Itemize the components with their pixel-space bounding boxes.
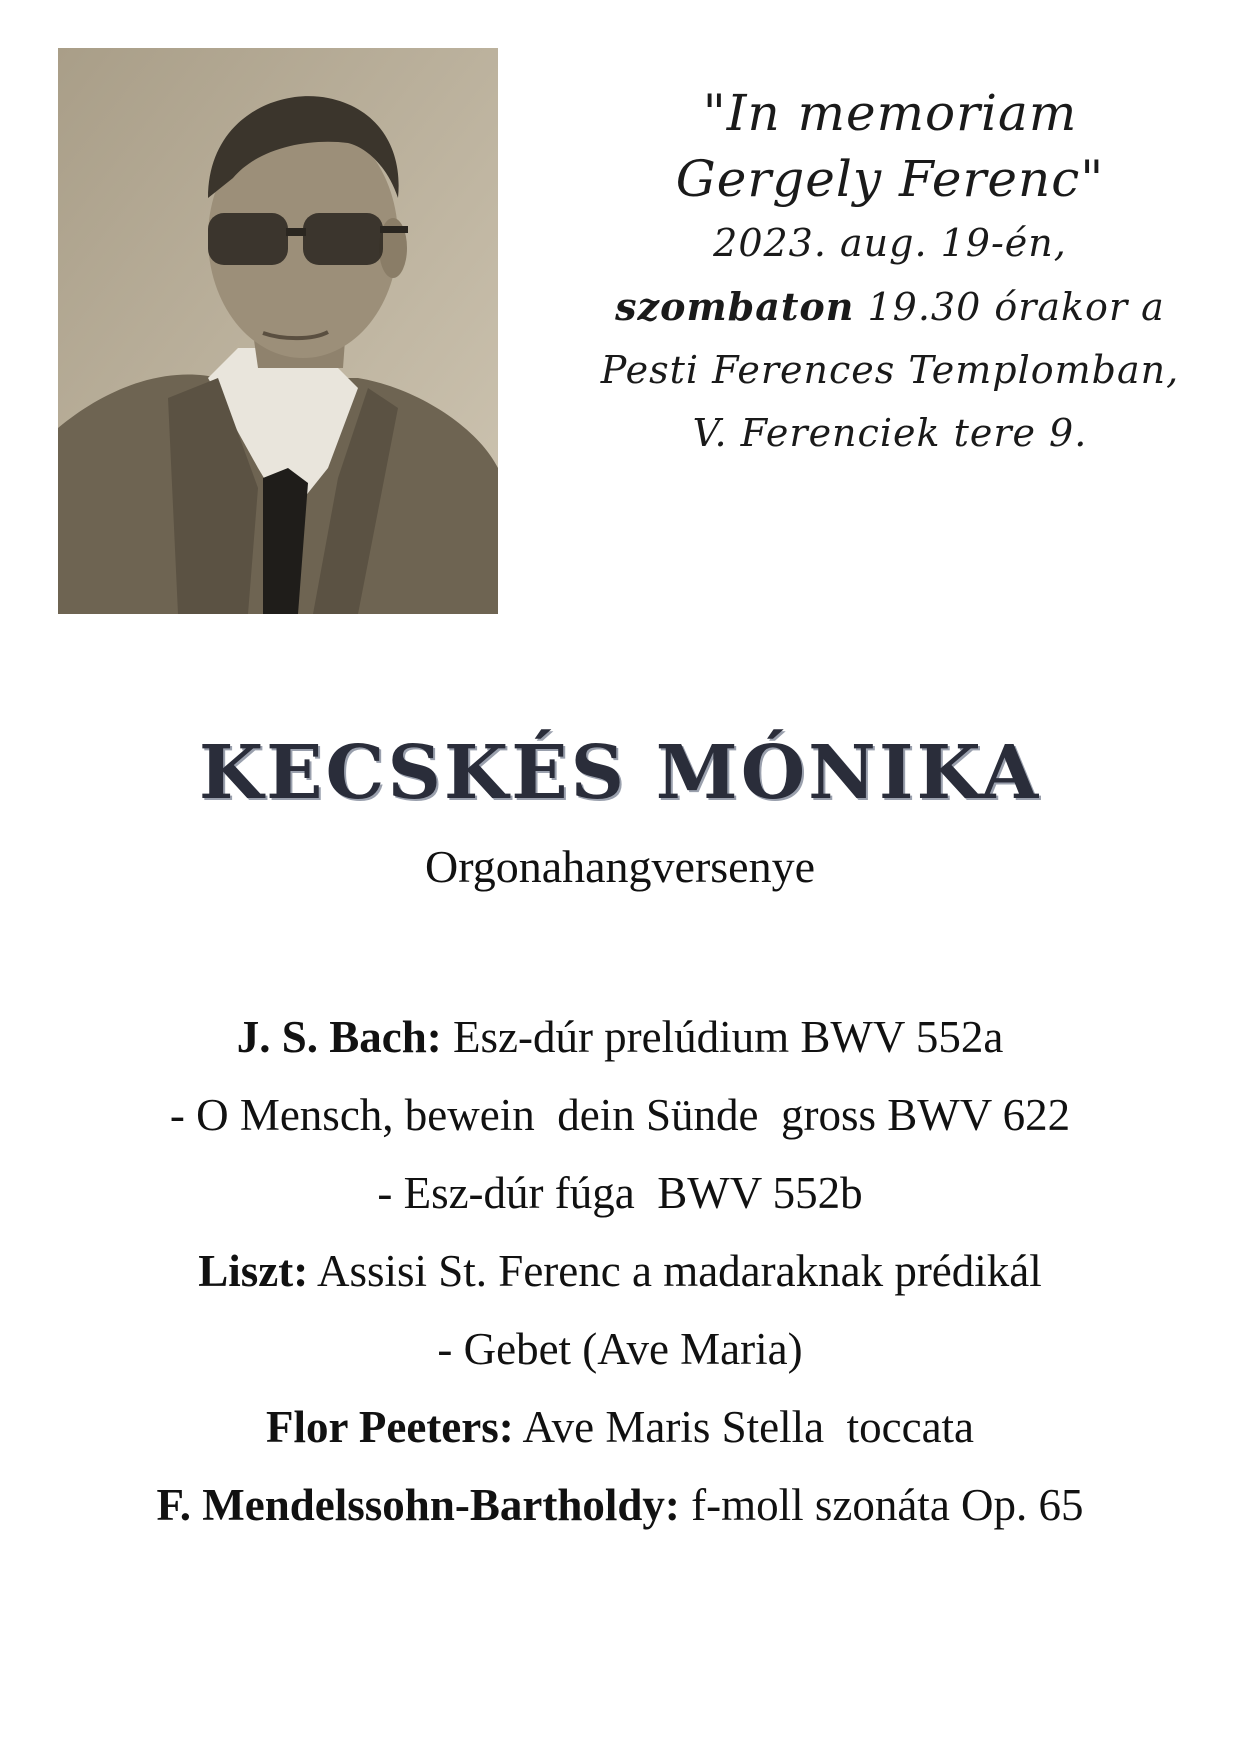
program-item (0, 998, 1240, 1076)
portrait-photo (58, 48, 498, 614)
program-piece: - Gebet (Ave Maria) (437, 1324, 803, 1374)
program-item (0, 1154, 1240, 1232)
venue-address: V. Ferenciek tere 9. (692, 411, 1088, 455)
portrait-photo-icon (58, 48, 498, 614)
program-composer: J. S. Bach: (236, 1012, 442, 1062)
program-piece: Esz-dúr prelúdium BWV 552a (441, 1012, 1004, 1062)
event-time (560, 275, 1220, 339)
program-piece: Assisi St. Ferenc a madaraknak prédikál (308, 1246, 1042, 1296)
event-day: szombaton (615, 284, 855, 329)
program-item (0, 1232, 1240, 1310)
memoriam-title-line2: Gergely Ferenc" (675, 150, 1105, 208)
program-composer: F. Mendelssohn-Bartholdy: (156, 1480, 680, 1530)
program-composer: Flor Peeters: (265, 1402, 514, 1452)
event-time-text: 19.30 órakor a (854, 285, 1165, 329)
program-item (0, 1466, 1240, 1544)
program-item (0, 1388, 1240, 1466)
event-header (560, 80, 1220, 465)
performer-name: KECSKÉS MÓNIKA (198, 730, 1042, 816)
program-piece: f-moll szonáta Op. 65 (679, 1480, 1084, 1530)
program-composer: Liszt: (198, 1246, 309, 1296)
program-piece: - Esz-dúr fúga BWV 552b (377, 1168, 863, 1218)
memoriam-title-line1: "In memoriam (702, 84, 1078, 142)
event-date: 2023. aug. 19-én, (713, 221, 1067, 265)
program-item (0, 1076, 1240, 1154)
concert-subtitle: Orgonahangversenye (424, 841, 815, 892)
program-list (0, 998, 1240, 1544)
program-item (0, 1310, 1240, 1388)
program-piece: - O Mensch, bewein dein Sünde gross BWV 622 (169, 1090, 1071, 1140)
venue-name: Pesti Ferences Templomban, (600, 348, 1180, 392)
program-piece: Ave Maris Stella toccata (513, 1402, 975, 1452)
